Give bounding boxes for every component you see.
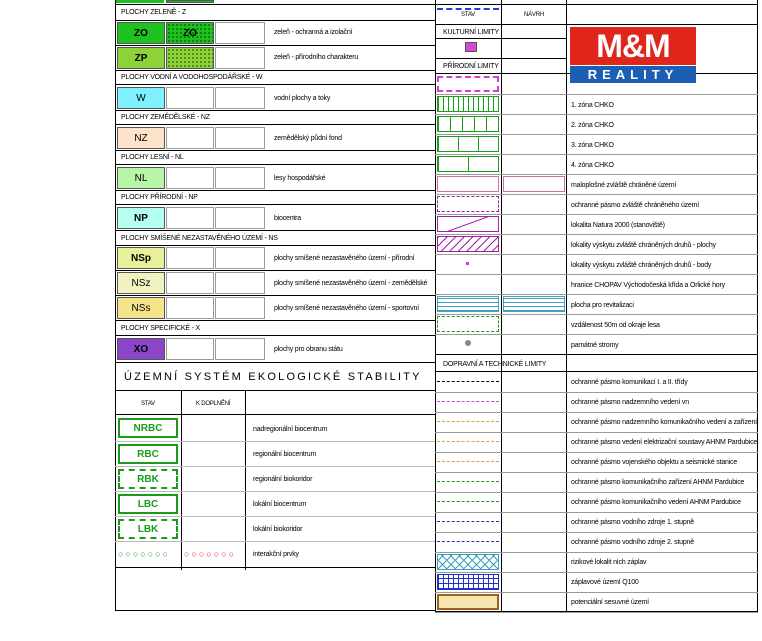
prirodni-desc: plocha pro revitalizaci	[571, 302, 634, 309]
prirodni-symbol-navrh	[503, 176, 565, 192]
doprava-desc: rizikové lokalit ních záplav	[571, 559, 647, 566]
group-title-zemedelske: PLOCHY ZEMĚDĚLSKÉ - NZ	[121, 114, 210, 121]
swatch-nz: NZ	[117, 127, 165, 149]
prirodni-desc: vzdálenost 50m od okraje lesa	[571, 322, 660, 329]
uses-symbol-lbc: LBC	[118, 494, 178, 514]
desc-zp: zeleň - přírodního charakteru	[274, 54, 359, 61]
swatch-w: W	[117, 87, 165, 109]
section-kulturni-limity: KULTURNÍ LIMITY	[443, 29, 499, 36]
group-title-specificke: PLOCHY SPECIFICKÉ - X	[121, 325, 200, 332]
doprava-symbol	[437, 481, 499, 489]
top-partial-swatch-2	[166, 0, 214, 3]
swatch-zo: ZO	[117, 22, 165, 44]
prirodni-desc: maloplošné zvláště chráněné území	[571, 182, 677, 189]
doprava-symbol	[437, 541, 499, 549]
uses-desc-interakcni: interakční prvky	[253, 551, 299, 558]
prirodni-symbol-stav	[437, 296, 499, 312]
swatch-xo: XO	[117, 338, 165, 360]
bod-symbol	[466, 262, 469, 265]
section-prirodni-limity: PŘÍRODNÍ LIMITY	[443, 63, 499, 70]
uses-col-doplneni: K DOPLNĚNÍ	[196, 401, 231, 407]
desc-np: biocentra	[274, 215, 301, 222]
doprava-symbol	[437, 441, 499, 449]
col-header-stav: STAV	[461, 12, 475, 18]
swatch-zp-pattern	[166, 47, 214, 69]
desc-zo: zeleň - ochranná a izolační	[274, 29, 353, 36]
desc-xo: plochy pro obranu státu	[274, 346, 343, 353]
prirodni-desc: 2. zóna CHKO	[571, 122, 614, 129]
group-title-vodni: PLOCHY VODNÍ A VODOHOSPODÁŘSKÉ - W	[121, 74, 263, 81]
prirodni-desc: památné stromy	[571, 342, 619, 349]
prirodni-symbol-stav	[437, 136, 499, 152]
doprava-symbol	[437, 574, 499, 590]
doprava-symbol	[437, 554, 499, 570]
swatch-np: NP	[117, 207, 165, 229]
prirodni-desc: lokalita Natura 2000 (stanoviště)	[571, 222, 665, 229]
uses-desc-rbk: regionální biokoridor	[253, 476, 313, 483]
doprava-symbol	[437, 381, 499, 389]
desc-nz: zemědělský půdní fond	[274, 135, 342, 142]
desc-nsp: plochy smíšené nezastavěného území - přírodní	[274, 255, 415, 262]
prirodni-desc: 1. zóna CHKO	[571, 102, 614, 109]
doprava-desc: potenciální sesuvné území	[571, 599, 649, 606]
prirodni-desc: ochranné pásmo zvláště chráněného území	[571, 202, 700, 209]
prirodni-symbol-stav	[437, 8, 499, 10]
doprava-symbol	[437, 521, 499, 529]
uses-desc-nrbc: nadregionální biocentrum	[253, 426, 328, 433]
desc-nsz: plochy smíšené nezastavěného území - zemědělské	[274, 280, 428, 287]
logo-bottom: REALITY	[570, 66, 696, 83]
uses-symbol-interakcni-stav: ○○○○○○○	[118, 549, 171, 559]
doprava-desc: ochranné pásmo vojenského objektu a seismické stanice	[571, 459, 738, 466]
swatch-zp: ZP	[117, 47, 165, 69]
doprava-symbol	[437, 401, 499, 409]
doprava-desc: ochranné pásmo vedení elektrizační soustavy AHNM Pardubice	[571, 439, 758, 446]
prirodni-symbol-stav	[437, 216, 499, 232]
doprava-symbol	[437, 421, 499, 429]
prirodni-symbol-navrh	[503, 296, 565, 312]
desc-w: vodní plochy a toky	[274, 95, 331, 102]
prirodni-desc: 4. zóna CHKO	[571, 162, 614, 169]
desc-nl: lesy hospodářské	[274, 175, 326, 182]
prirodni-desc: 3. zóna CHKO	[571, 142, 614, 149]
group-title-smisene: PLOCHY SMÍŠENÉ NEZASTAVĚNÉHO ÚZEMÍ - NS	[121, 235, 278, 242]
prirodni-symbol-stav	[437, 96, 499, 112]
doprava-desc: ochranné pásmo komunikačního vedení AHNM Pardubice	[571, 499, 741, 506]
swatch-nsz: NSz	[117, 272, 165, 294]
doprava-desc: ochranné pásmo nadzemního komunikačního vedení a zařízení	[571, 419, 757, 426]
uses-title: ÚZEMNÍ SYSTÉM EKOLOGICKÉ STABILITY	[124, 371, 422, 383]
tree-symbol	[465, 340, 471, 346]
prirodni-symbol-stav	[437, 156, 499, 172]
uses-desc-rbc: regionální biocentrum	[253, 451, 317, 458]
doprava-desc: ochranné pásmo komunikací I. a II. třídy	[571, 379, 688, 386]
swatch-nss: NSs	[117, 297, 165, 319]
logo-top: M&M	[570, 27, 696, 65]
group-title-zelen: PLOCHY ZELENĚ - Z	[121, 9, 186, 16]
prirodni-symbol-stav	[437, 196, 499, 212]
prirodni-symbol-stav	[437, 176, 499, 192]
prirodni-desc: lokality výskytu zvláště chráněných druhů - body	[571, 262, 712, 269]
uses-symbol-interakcni-dopl: ○○○○○○○	[184, 549, 237, 559]
prirodni-desc: lokality výskytu zvláště chráněných druhů - plochy	[571, 242, 716, 249]
swatch-nl: NL	[117, 167, 165, 189]
kulturni-symbol	[465, 42, 477, 52]
doprava-desc: ochranné pásmo vodního zdroje 1. stupně	[571, 519, 694, 526]
uses-desc-lbk: lokální biokoridor	[253, 526, 303, 533]
uses-symbol-lbk: LBK	[118, 519, 178, 539]
swatch-zo-pattern: ZO	[166, 22, 214, 44]
prirodni-symbol-stav	[437, 236, 499, 252]
mm-reality-logo	[570, 27, 696, 83]
doprava-symbol	[437, 594, 499, 610]
group-title-lesni: PLOCHY LESNÍ - NL	[121, 154, 184, 161]
col-header-navrh: NÁVRH	[524, 12, 545, 18]
doprava-desc: ochranné pásmo vodního zdroje 2. stupně	[571, 539, 694, 546]
uses-symbol-rbc: RBC	[118, 444, 178, 464]
prirodni-symbol-stav	[437, 116, 499, 132]
prirodni-symbol-stav	[437, 316, 499, 332]
desc-nss: plochy smíšené nezastavěného území - sportovní	[274, 305, 419, 312]
prirodni-symbol-stav	[437, 76, 499, 92]
doprava-desc: ochranné pásmo nadzemního vedení vn	[571, 399, 689, 406]
doprava-symbol	[437, 461, 499, 469]
doprava-desc: ochranné pásmo komunikačního zařízení AHNM Pardubice	[571, 479, 745, 486]
uses-desc-lbc: lokální biocentrum	[253, 501, 307, 508]
uses-col-stav: STAV	[141, 401, 155, 407]
uses-symbol-rbk: RBK	[118, 469, 178, 489]
uses-symbol-nrbc: NRBC	[118, 418, 178, 438]
top-partial-swatch	[116, 0, 164, 3]
doprava-symbol	[437, 501, 499, 509]
swatch-nsp: NSp	[117, 247, 165, 269]
group-title-prirodni: PLOCHY PŘÍRODNÍ - NP	[121, 194, 198, 201]
doprava-desc: záplavové území Q100	[571, 579, 639, 586]
section-doprava-limity: DOPRAVNÍ A TECHNICKÉ LIMITY	[443, 361, 547, 368]
prirodni-desc: hranice CHOPAV Východočeská křída a Orlické hory	[571, 282, 725, 289]
